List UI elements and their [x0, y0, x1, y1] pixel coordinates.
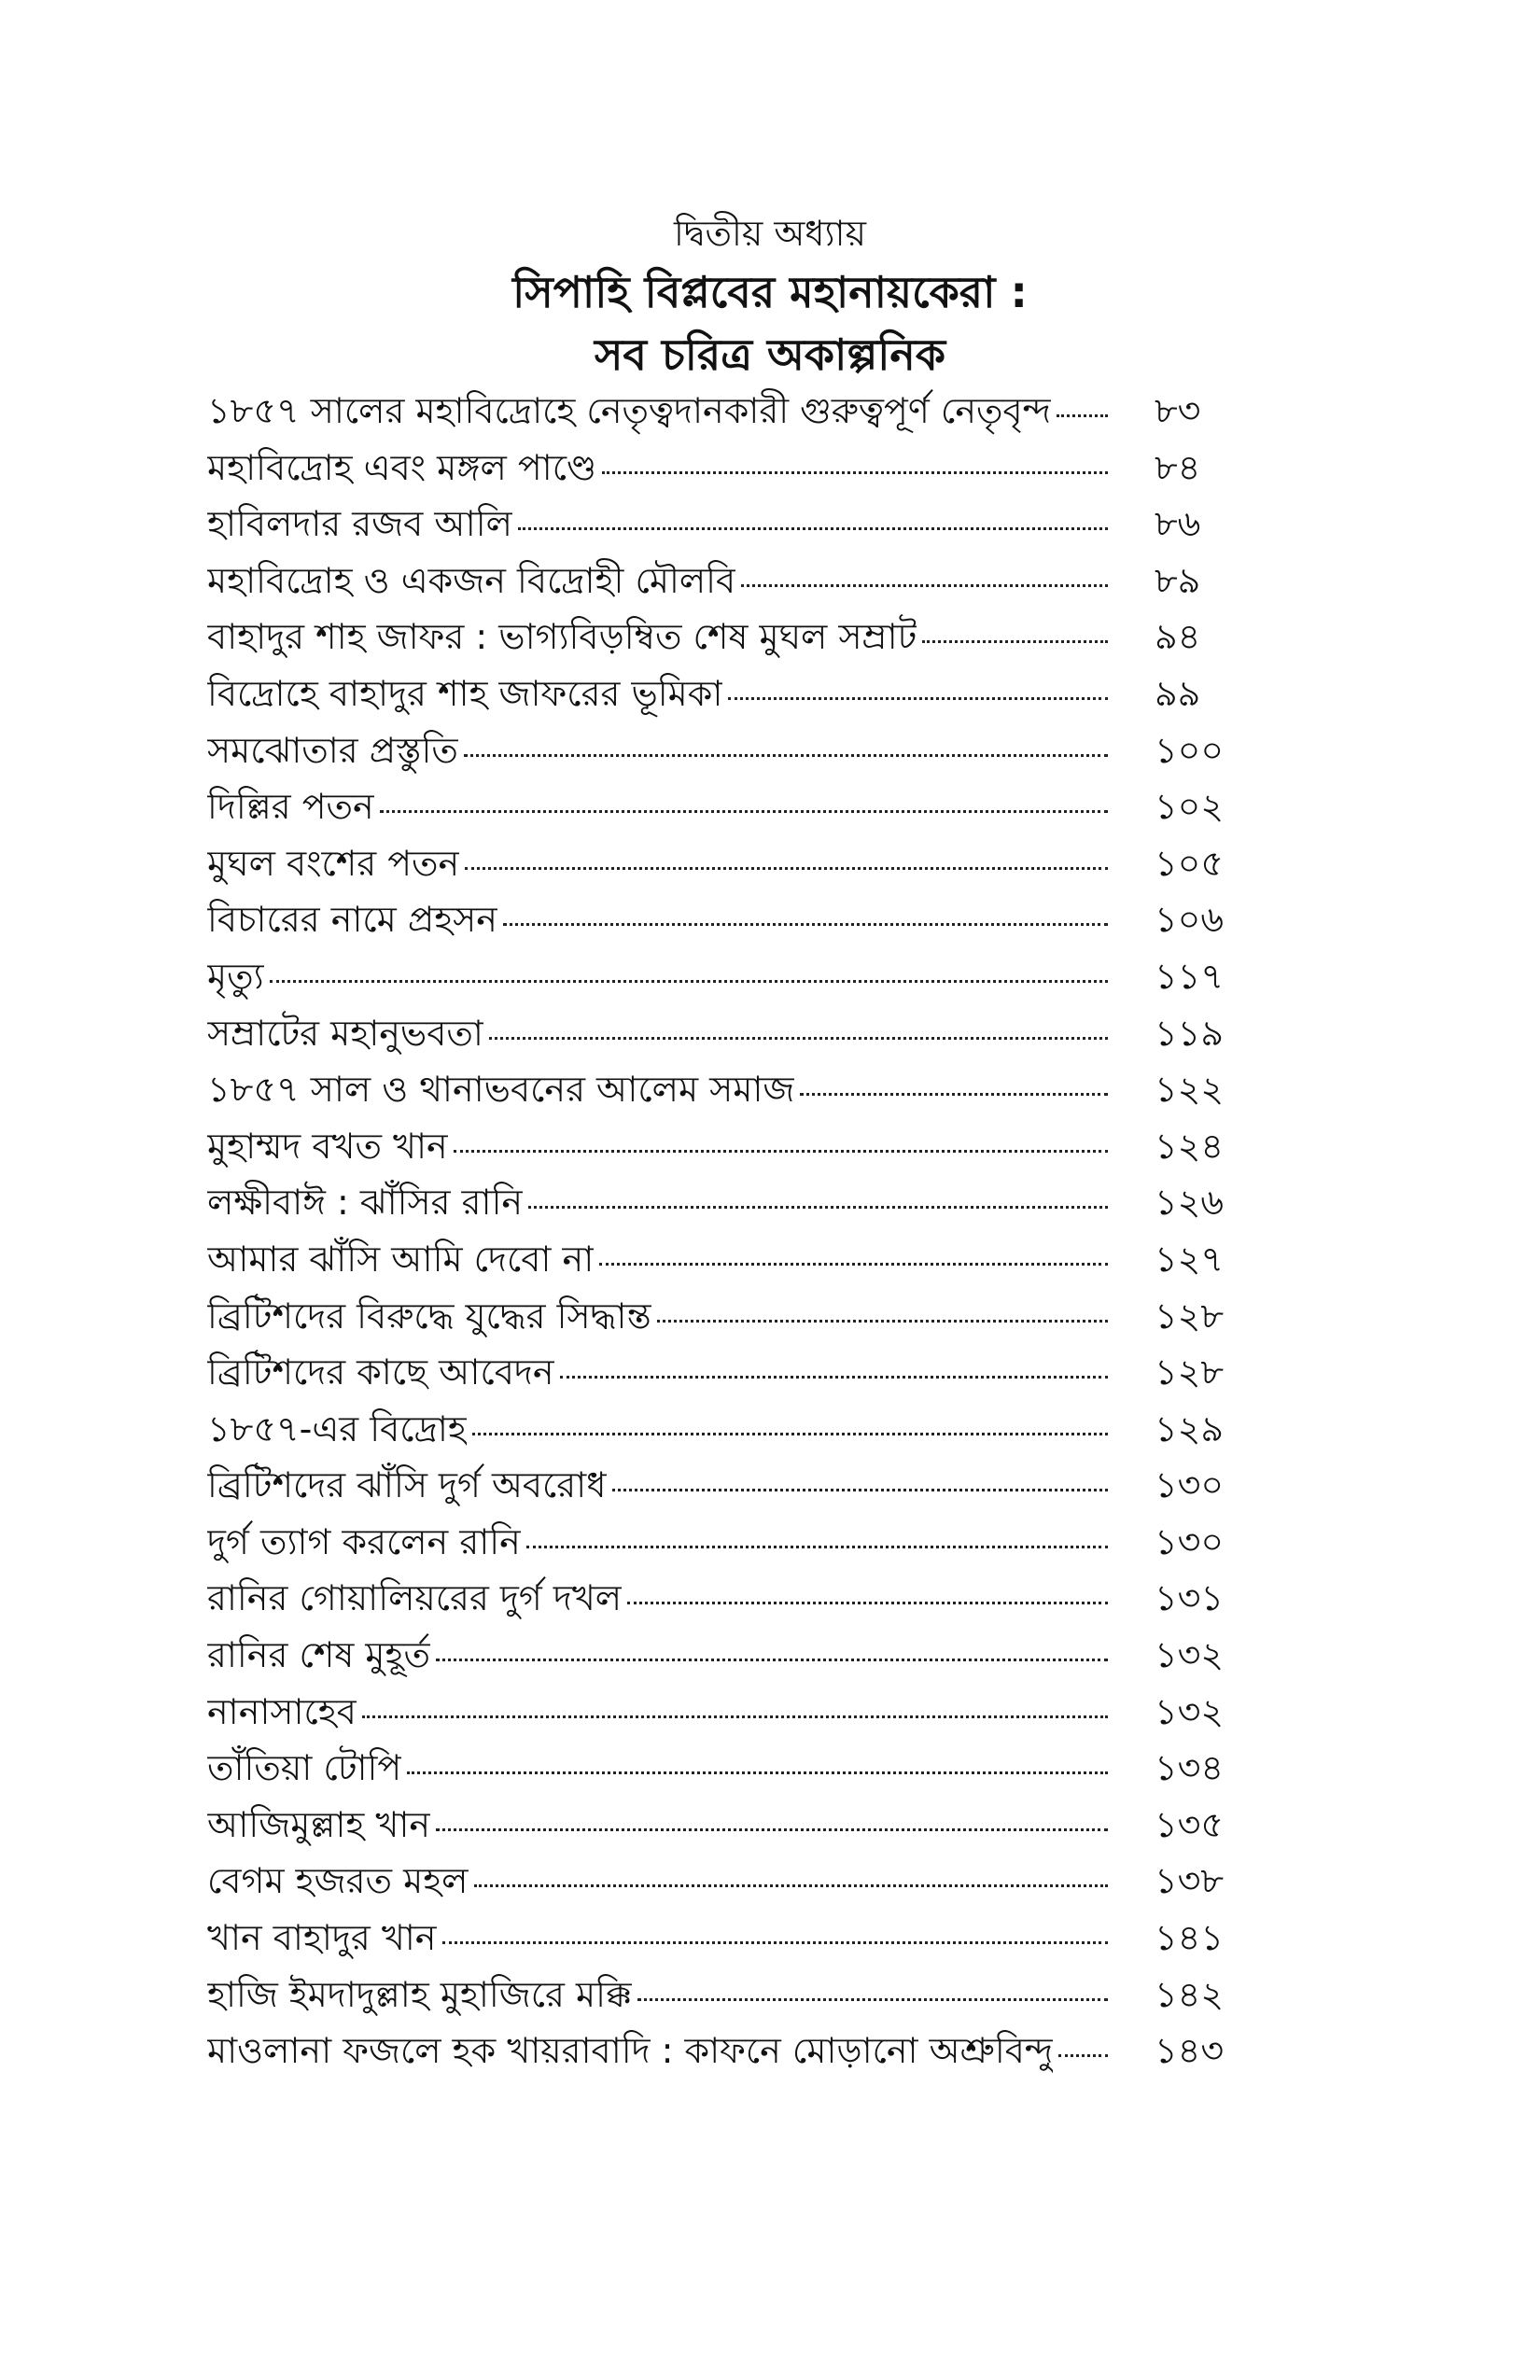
toc-entry-page-number: ১১৯ — [1155, 1012, 1224, 1054]
chapter-title-line-2: সব চরিত্র অকাল্পনিক — [594, 329, 946, 380]
toc-entry — [207, 1797, 1276, 1854]
dot-leader — [528, 1206, 1108, 1209]
dot-leader — [800, 1093, 1108, 1096]
toc-entry — [207, 1344, 1276, 1401]
dot-leader — [657, 1320, 1108, 1323]
toc-entry — [207, 383, 1276, 440]
toc-entry-title: দিল্লির পতন — [207, 786, 374, 828]
toc-entry — [207, 891, 1276, 948]
dot-leader — [526, 1546, 1108, 1548]
toc-entry — [207, 1967, 1276, 2023]
dot-leader — [922, 640, 1108, 643]
toc-entry-title: মৃত্যু — [207, 955, 264, 997]
toc-entry — [207, 1570, 1276, 1627]
toc-entry-page-number: ১৩৫ — [1155, 1803, 1225, 1845]
dot-leader — [612, 1489, 1108, 1491]
toc-entry-page-number: ৯৯ — [1155, 672, 1201, 714]
toc-entry-page-number: ৯৪ — [1155, 616, 1201, 658]
toc-entry-page-number: ১১৭ — [1155, 955, 1225, 997]
toc-entry-page-number: ১৪২ — [1155, 1973, 1225, 2015]
toc-entry — [207, 1061, 1276, 1118]
toc-entry-page-number: ১৪১ — [1155, 1917, 1224, 1959]
toc-entry-page-number: ১২৭ — [1155, 1238, 1225, 1280]
toc-entry-page-number: ১৪৩ — [1155, 2030, 1225, 2072]
toc-entry — [207, 722, 1276, 779]
table-of-contents — [207, 383, 1276, 2079]
toc-entry-title: লক্ষীবাঈ : ঝাঁসির রানি — [207, 1182, 524, 1224]
toc-entry-title: মহাবিদ্রোহ ও একজন বিদ্রোহী মৌলবি — [207, 559, 736, 601]
dot-leader — [602, 471, 1108, 474]
dot-leader — [270, 980, 1108, 983]
toc-entry-title: মুঘল বংশের পতন — [207, 842, 460, 884]
toc-entry-title: ১৮৫৭-এর বিদ্রোহ — [207, 1407, 467, 1449]
toc-entry-page-number: ১২৮ — [1155, 1295, 1225, 1337]
toc-entry — [207, 440, 1276, 497]
toc-entry-title: হাজি ইমদাদুল্লাহ মুহাজিরে মক্কি — [207, 1973, 632, 2015]
toc-entry-title: বেগম হজরত মহল — [207, 1860, 469, 1902]
dot-leader — [465, 867, 1108, 870]
toc-entry-page-number: ৮৯ — [1155, 559, 1201, 601]
toc-entry — [207, 1740, 1276, 1797]
toc-entry — [207, 1231, 1276, 1288]
toc-entry — [207, 1401, 1276, 1458]
toc-entry-title: বিদ্রোহে বাহাদুর শাহ জাফরের ভূমিকা — [207, 672, 723, 714]
toc-entry-page-number: ১২২ — [1155, 1069, 1225, 1111]
toc-entry — [207, 1457, 1276, 1514]
toc-entry-page-number: ৮৬ — [1155, 503, 1201, 545]
toc-entry — [207, 1910, 1276, 1967]
dot-leader — [599, 1263, 1108, 1266]
toc-entry-page-number: ১২৪ — [1155, 1125, 1225, 1167]
toc-entry-title: রানির শেষ মুহূর্ত — [207, 1634, 430, 1676]
toc-entry-title: আমার ঝাঁসি আমি দেবো না — [207, 1238, 595, 1280]
dot-leader — [1058, 2054, 1108, 2057]
toc-entry — [207, 609, 1276, 665]
dot-leader — [503, 923, 1108, 926]
dot-leader — [472, 1433, 1108, 1435]
toc-entry-title: তাঁতিয়া টোপি — [207, 1747, 402, 1789]
toc-entry — [207, 1853, 1276, 1910]
toc-entry-title: হাবিলদার রজব আলি — [207, 503, 512, 545]
toc-entry-title: মাওলানা ফজলে হক খায়রাবাদি : কাফনে মোড়ানো অশ্রুবিন্দু — [207, 2030, 1054, 2072]
toc-entry — [207, 778, 1276, 835]
toc-entry-page-number: ১৩০ — [1155, 1520, 1225, 1562]
toc-entry-page-number: ১০০ — [1155, 729, 1225, 771]
toc-entry — [207, 665, 1276, 722]
toc-entry-page-number: ১০৫ — [1155, 842, 1225, 884]
dot-leader — [380, 810, 1108, 813]
chapter-label: দ্বিতীয় অধ্যায় — [674, 213, 866, 254]
toc-entry-title: ব্রিটিশদের কাছে আবেদন — [207, 1351, 554, 1393]
toc-entry-title: মহাবিদ্রোহ এবং মঙ্গল পাণ্ডে — [207, 446, 597, 488]
dot-leader — [518, 527, 1108, 530]
toc-entry-title: নানাসাহেব — [207, 1690, 357, 1732]
toc-entry-page-number: ১২৮ — [1155, 1351, 1225, 1393]
dot-leader — [627, 1602, 1108, 1604]
toc-entry-title: বিচারের নামে প্রহসন — [207, 899, 497, 941]
dot-leader — [637, 1998, 1108, 2001]
toc-entry-page-number: ১৩১ — [1155, 1577, 1225, 1619]
toc-entry-page-number: ১৩২ — [1155, 1634, 1225, 1676]
toc-entry — [207, 1627, 1276, 1684]
toc-entry — [207, 948, 1276, 1005]
toc-entry — [207, 553, 1276, 609]
toc-entry-page-number: ১৩০ — [1155, 1464, 1225, 1506]
dot-leader — [741, 584, 1108, 587]
toc-entry-title: ১৮৫৭ সালের মহাবিদ্রোহে নেতৃত্বদানকারী গুরুত্বপূর্ণ নেতৃবৃন্দ — [207, 390, 1052, 431]
toc-entry-page-number: ১৩৪ — [1155, 1747, 1225, 1789]
toc-entry-title: ব্রিটিশদের ঝাঁসি দুর্গ অবরোধ — [207, 1464, 607, 1506]
toc-entry-title: ১৮৫৭ সাল ও থানাভবনের আলেম সমাজ — [207, 1069, 795, 1111]
dot-leader — [436, 1828, 1108, 1831]
toc-entry — [207, 2023, 1276, 2079]
toc-entry-title: খান বাহাদুর খান — [207, 1917, 437, 1959]
toc-entry — [207, 1118, 1276, 1175]
dot-leader — [560, 1376, 1108, 1379]
toc-entry-title: রানির গোয়ালিয়রের দুর্গ দখল — [207, 1577, 623, 1619]
dot-leader — [436, 1659, 1108, 1661]
dot-leader — [454, 1150, 1108, 1153]
toc-entry-page-number: ১৩২ — [1155, 1690, 1225, 1732]
toc-entry-page-number: ১০২ — [1155, 786, 1225, 828]
dot-leader — [474, 1884, 1109, 1887]
toc-entry-title: সমঝোতার প্রস্তুতি — [207, 729, 458, 771]
dot-leader — [489, 1037, 1108, 1040]
dot-leader — [464, 754, 1108, 757]
toc-entry-title: মুহাম্মদ বখত খান — [207, 1125, 448, 1167]
chapter-title-line-1: সিপাহি বিপ্লবের মহানায়কেরা : — [512, 267, 1028, 317]
dot-leader — [407, 1771, 1108, 1774]
dot-leader — [362, 1715, 1108, 1718]
toc-entry-title: ব্রিটিশদের বিরুদ্ধে যুদ্ধের সিদ্ধান্ত — [207, 1295, 651, 1337]
toc-entry — [207, 1005, 1276, 1062]
toc-entry-title: দুর্গ ত্যাগ করলেন রানি — [207, 1520, 521, 1562]
toc-entry — [207, 1174, 1276, 1231]
toc-entry-page-number: ৮৩ — [1155, 390, 1201, 431]
dot-leader — [1057, 414, 1108, 417]
toc-entry — [207, 496, 1276, 553]
toc-entry-page-number: ১২৬ — [1155, 1182, 1225, 1224]
toc-entry-page-number: ১০৬ — [1155, 899, 1225, 941]
toc-entry-page-number: ১৩৮ — [1155, 1860, 1225, 1902]
toc-entry — [207, 835, 1276, 892]
dot-leader — [728, 697, 1108, 700]
toc-entry — [207, 1684, 1276, 1741]
toc-entry — [207, 1514, 1276, 1571]
toc-entry-title: আজিমুল্লাহ খান — [207, 1803, 431, 1845]
toc-entry-title: সম্রাটের মহানুভবতা — [207, 1012, 483, 1054]
toc-entry-title: বাহাদুর শাহ জাফর : ভাগ্যবিড়ম্বিত শেষ মুঘল সম্রাট — [207, 616, 917, 658]
toc-entry-page-number: ৮৪ — [1155, 446, 1201, 488]
toc-entry-page-number: ১২৯ — [1155, 1407, 1225, 1449]
toc-entry — [207, 1288, 1276, 1345]
dot-leader — [442, 1941, 1109, 1944]
